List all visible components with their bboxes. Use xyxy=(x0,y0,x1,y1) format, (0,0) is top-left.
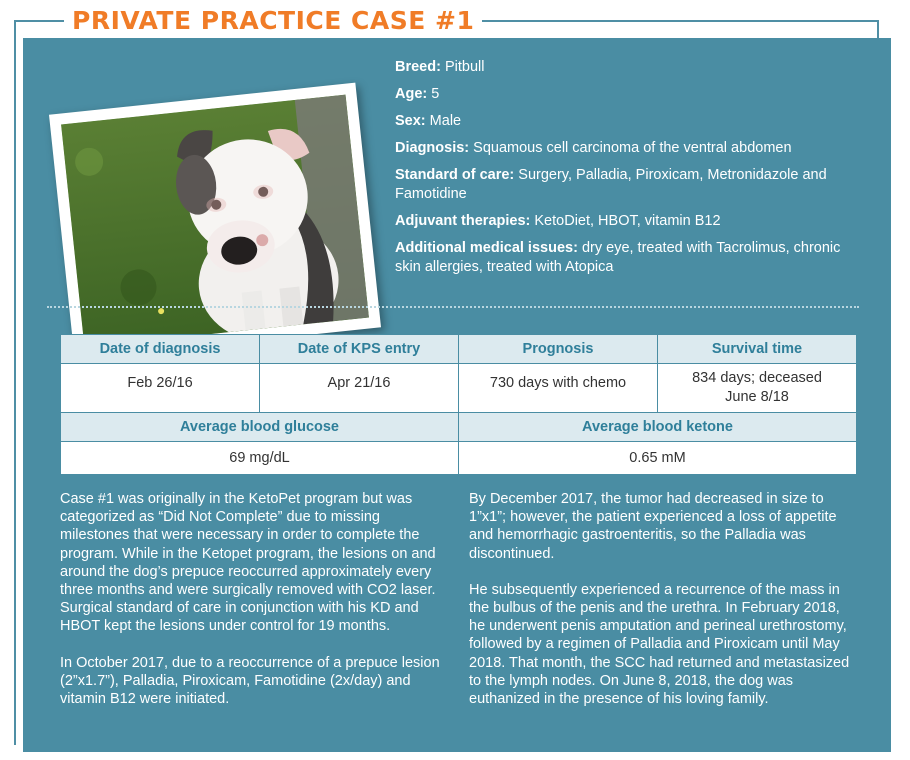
table-header-row-2 xyxy=(61,413,857,442)
cell-prognosis: 730 days with chemo xyxy=(459,364,658,413)
table-row xyxy=(61,442,857,475)
frame-top-right xyxy=(458,20,879,22)
table-row xyxy=(61,364,857,413)
page-title: PRIVATE PRACTICE CASE #1 xyxy=(64,4,482,38)
header-average-blood-glucose: Average blood glucose xyxy=(61,413,459,442)
cell-date-of-diagnosis: Feb 26/16 xyxy=(61,364,260,413)
info-additional-issues: Additional medical issues: dry eye, treated with Tacrolimus, chronic skin allergies, treated with Atopica xyxy=(395,240,841,275)
dotted-divider xyxy=(47,306,859,308)
case-panel xyxy=(23,38,891,752)
body-column-right xyxy=(469,490,857,726)
cell-date-of-kps-entry: Apr 21/16 xyxy=(260,364,459,413)
header-survival-time: Survival time xyxy=(658,335,857,364)
case-stats-table xyxy=(60,334,857,475)
frame-left xyxy=(14,20,16,745)
info-standard-of-care: Standard of care: Surgery, Palladia, Piroxicam, Metronidazole and Famotidine xyxy=(395,167,827,202)
header-date-of-kps-entry: Date of KPS entry xyxy=(260,335,459,364)
info-adjuvant-therapies: Adjuvant therapies: KetoDiet, HBOT, vitamin B12 xyxy=(395,213,721,229)
cell-survival-time: 834 days; deceased June 8/18 xyxy=(658,364,857,413)
info-breed: Breed: Pitbull xyxy=(395,59,485,75)
header-date-of-diagnosis: Date of diagnosis xyxy=(61,335,260,364)
patient-info xyxy=(395,58,865,285)
body-column-left xyxy=(60,490,448,726)
body-paragraph: Case #1 was originally in the KetoPet program but was categorized as “Did Not Complete” due to missing milestones that were necessary in order to complete the program. While in the Ketopet program, the lesions on and around the dog’s prepuce reoccurred approximately every three months and were surgically removed with CO2 laser. Surgical standard of care in conjunction with his KD and HBOT kept the lesions under control for 19 months. xyxy=(60,491,436,635)
body-paragraph: In October 2017, due to a reoccurrence of a prepuce lesion (2”x1.7”), Palladia, Piroxicam, Famotidine (2x/day) and vitamin B12 were initiated. xyxy=(60,654,440,708)
body-paragraph: By December 2017, the tumor had decreased in size to 1”x1”; however, the patient experienced a loss of appetite and hemorrhagic gastroenteritis, so the Palladia was discontinued. xyxy=(469,491,837,562)
info-age: Age: 5 xyxy=(395,86,440,102)
info-sex: Sex: Male xyxy=(395,113,462,129)
frame-top-left xyxy=(14,20,66,22)
dog-photo xyxy=(49,83,381,360)
header-average-blood-ketone: Average blood ketone xyxy=(459,413,857,442)
body-paragraph: He subsequently experienced a recurrence of the mass in the bulbus of the penis and the urethra. In February 2018, he underwent penis amputation and perineal urethrostomy, followed by a regimen of Palladia and Piroxicam until May 2018. That month, the SCC had returned and metastasized to the lymph nodes. On June 8, 2018, the dog was euthanized in the presence of his loving family. xyxy=(469,581,850,708)
dog-photo-image xyxy=(61,95,369,348)
cell-average-blood-glucose: 69 mg/dL xyxy=(61,442,459,475)
info-diagnosis: Diagnosis: Squamous cell carcinoma of the ventral abdomen xyxy=(395,140,792,156)
table-header-row xyxy=(61,335,857,364)
frame-right xyxy=(877,20,879,40)
cell-average-blood-ketone: 0.65 mM xyxy=(459,442,857,475)
header-prognosis: Prognosis xyxy=(459,335,658,364)
